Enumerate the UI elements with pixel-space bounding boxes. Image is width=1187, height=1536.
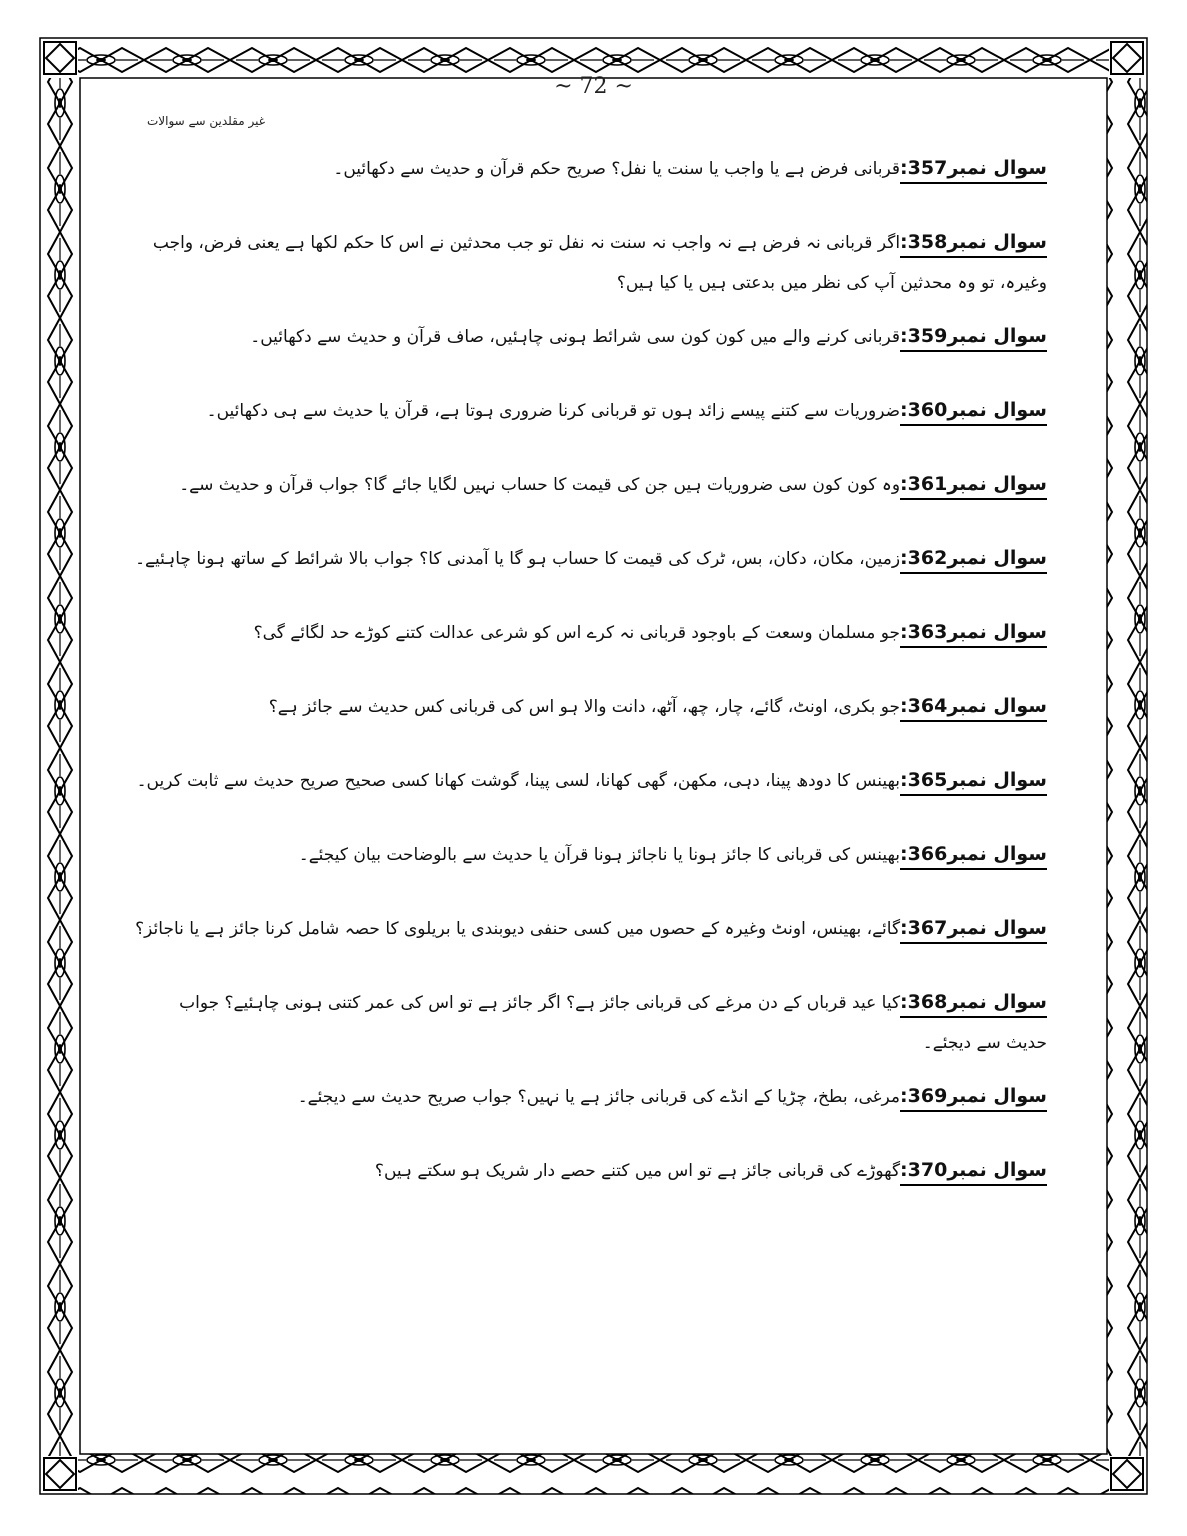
question-label: سوال نمبر359: xyxy=(900,325,1047,352)
question-366 xyxy=(135,834,1047,875)
page-number: ~ 72 ~ xyxy=(554,74,633,99)
question-text: وہ کون کون سی ضروریات ہیں جن کی قیمت کا حساب نہیں لگایا جائے گا؟ جواب قرآن و حدیث سے۔ xyxy=(179,475,901,495)
question-label: سوال نمبر362: xyxy=(900,547,1047,574)
question-label: سوال نمبر357: xyxy=(900,157,1047,184)
question-367 xyxy=(135,908,1047,949)
question-label: سوال نمبر363: xyxy=(900,621,1047,648)
question-text: کیا عید قرباں کے دن مرغے کی قربانی جائز ہے؟ اگر جائز ہے تو اس کی عمر کتنی ہونی چاہئیے؟ جواب حدیث سے دیجئے۔ xyxy=(179,993,1047,1053)
question-label: سوال نمبر367: xyxy=(900,917,1047,944)
question-362 xyxy=(135,538,1047,579)
question-text: جو مسلمان وسعت کے باوجود قربانی نہ کرے اس کو شرعی عدالت کتنے کوڑے حد لگائے گی؟ xyxy=(253,623,901,643)
question-list xyxy=(135,148,1047,1224)
question-text: گھوڑے کی قربانی جائز ہے تو اس میں کتنے حصے دار شریک ہو سکتے ہیں؟ xyxy=(374,1161,901,1181)
question-text: مرغی، بطخ، چڑیا کے انڈے کی قربانی جائز ہے یا نہیں؟ جواب صریح حدیث سے دیجئے۔ xyxy=(297,1087,901,1107)
question-365 xyxy=(135,760,1047,801)
question-label: سوال نمبر368: xyxy=(900,991,1047,1018)
question-label: سوال نمبر365: xyxy=(900,769,1047,796)
question-text: اگر قربانی نہ فرض ہے نہ واجب نہ سنت نہ نفل تو جب محدثین نے اس کا حکم لکھا ہے یعنی فرض، واجب وغیرہ، تو وہ محدثین آپ کی نظر میں بدعتی ہیں یا کیا ہیں؟ xyxy=(152,233,1047,293)
question-text: قربانی فرض ہے یا واجب یا سنت یا نفل؟ صریح حکم قرآن و حدیث سے دکھائیں۔ xyxy=(333,159,901,179)
question-label: سوال نمبر364: xyxy=(900,695,1047,722)
question-360 xyxy=(135,390,1047,431)
question-370 xyxy=(135,1150,1047,1191)
question-text: قربانی کرنے والے میں کون کون سی شرائط ہونی چاہئیں، صاف قرآن و حدیث سے دکھائیں۔ xyxy=(250,327,901,347)
question-label: سوال نمبر360: xyxy=(900,399,1047,426)
question-363 xyxy=(135,612,1047,653)
question-368 xyxy=(135,982,1047,1063)
question-361 xyxy=(135,464,1047,505)
question-364 xyxy=(135,686,1047,727)
question-358 xyxy=(135,222,1047,303)
question-label: سوال نمبر369: xyxy=(900,1085,1047,1112)
question-text: جو بکری، اونٹ، گائے، چار، چھ، آٹھ، دانت والا ہو اس کی قربانی کس حدیث سے جائز ہے؟ xyxy=(268,697,901,717)
question-text: گائے، بھینس، اونٹ وغیرہ کے حصوں میں کسی حنفی دیوبندی یا بریلوی کا حصہ شامل کرنا جائز ہے یا ناجائز؟ xyxy=(135,919,901,939)
question-label: سوال نمبر358: xyxy=(900,231,1047,258)
question-text: بھینس کی قربانی کا جائز ہونا یا ناجائز ہونا قرآن یا حدیث سے بالوضاحت بیان کیجئے۔ xyxy=(298,845,901,865)
running-header: غیر مقلدین سے سوالات xyxy=(146,114,265,128)
question-text: ضروریات سے کتنے پیسے زائد ہوں تو قربانی کرنا ضروری ہوتا ہے، قرآن یا حدیث سے ہی دکھائیں۔ xyxy=(206,401,901,421)
question-label: سوال نمبر366: xyxy=(900,843,1047,870)
question-357 xyxy=(135,148,1047,189)
question-text: زمین، مکان، دکان، بس، ٹرک کی قیمت کا حساب ہو گا یا آمدنی کا؟ جواب بالا شرائط کے ساتھ ہونا چاہئیے۔ xyxy=(135,549,901,569)
question-label: سوال نمبر361: xyxy=(900,473,1047,500)
question-359 xyxy=(135,316,1047,357)
question-label: سوال نمبر370: xyxy=(900,1159,1047,1186)
question-369 xyxy=(135,1076,1047,1117)
question-text: بھینس کا دودھ پینا، دہی، مکھن، گھی کھانا، لسی پینا، گوشت کھانا کسی صحیح صریح حدیث سے ثابت کریں۔ xyxy=(136,771,901,791)
